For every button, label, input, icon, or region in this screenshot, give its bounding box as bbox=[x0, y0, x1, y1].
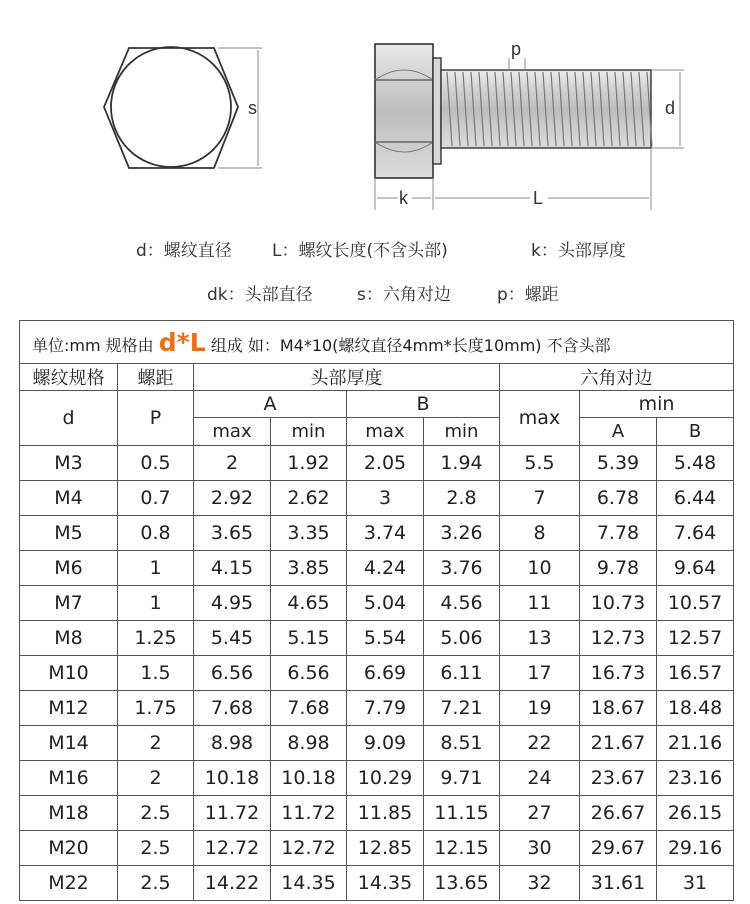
table-cell: M5 bbox=[20, 516, 118, 551]
table-cell: 6.56 bbox=[271, 656, 347, 691]
table-cell: 3.26 bbox=[424, 516, 500, 551]
table-cell: 29.67 bbox=[580, 831, 657, 866]
header-sub: min bbox=[424, 418, 500, 446]
table-cell: 0.5 bbox=[118, 446, 194, 481]
legend-d: d：螺纹直径 bbox=[136, 241, 232, 261]
unit-note-suffix: 组成 如：M4*10(螺纹直径4mm*长度10mm) 不含头部 bbox=[205, 335, 611, 355]
table-cell: 10.57 bbox=[657, 586, 734, 621]
table-cell: M4 bbox=[20, 481, 118, 516]
table-cell: 24 bbox=[500, 761, 580, 796]
table-cell: 12.72 bbox=[194, 831, 271, 866]
unit-note bbox=[20, 321, 734, 364]
bolt-spec-table bbox=[19, 320, 734, 901]
table-cell: 7.68 bbox=[194, 691, 271, 726]
table-row bbox=[20, 866, 734, 901]
table-cell: 1.94 bbox=[424, 446, 500, 481]
table-cell: 2.5 bbox=[118, 866, 194, 901]
table-cell: 12.85 bbox=[347, 831, 424, 866]
table-cell: M12 bbox=[20, 691, 118, 726]
header-grade-B: B bbox=[347, 391, 500, 418]
table-cell: 9.09 bbox=[347, 726, 424, 761]
table-cell: 31 bbox=[657, 866, 734, 901]
table-cell: 18.48 bbox=[657, 691, 734, 726]
table-cell: 11.15 bbox=[424, 796, 500, 831]
table-cell: 14.35 bbox=[347, 866, 424, 901]
table-cell: 3.65 bbox=[194, 516, 271, 551]
table-cell: 5.48 bbox=[657, 446, 734, 481]
header-sub: A bbox=[580, 418, 657, 446]
header-sub: B bbox=[657, 418, 734, 446]
table-cell: 5.06 bbox=[424, 621, 500, 656]
k-label: k bbox=[399, 188, 408, 208]
table-cell: 12.15 bbox=[424, 831, 500, 866]
table-cell: 7 bbox=[500, 481, 580, 516]
legend-row-2 bbox=[0, 276, 750, 306]
legend-dk: dk：头部直径 bbox=[207, 285, 313, 305]
header-spec: 螺纹规格 bbox=[20, 364, 118, 391]
table-cell: 10.18 bbox=[194, 761, 271, 796]
table-cell: 2 bbox=[118, 726, 194, 761]
table-cell: 7.78 bbox=[580, 516, 657, 551]
table-cell: 9.71 bbox=[424, 761, 500, 796]
table-cell: 5.5 bbox=[500, 446, 580, 481]
table-row bbox=[20, 726, 734, 761]
table-cell: 2 bbox=[118, 761, 194, 796]
table-cell: 4.56 bbox=[424, 586, 500, 621]
table-cell: 1.92 bbox=[271, 446, 347, 481]
table-cell: 6.56 bbox=[194, 656, 271, 691]
table-cell: 9.64 bbox=[657, 551, 734, 586]
header-head-thickness: 头部厚度 bbox=[194, 364, 500, 391]
table-cell: 26.15 bbox=[657, 796, 734, 831]
header-grade-A: A bbox=[194, 391, 347, 418]
d-label: d bbox=[665, 98, 676, 118]
table-cell: 23.67 bbox=[580, 761, 657, 796]
header-P: P bbox=[118, 391, 194, 446]
table-cell: 5.04 bbox=[347, 586, 424, 621]
table-cell: 3 bbox=[347, 481, 424, 516]
table-cell: 12.57 bbox=[657, 621, 734, 656]
table-row bbox=[20, 831, 734, 866]
table-row bbox=[20, 516, 734, 551]
table-cell: 2.8 bbox=[424, 481, 500, 516]
bolt-diagram bbox=[0, 0, 750, 230]
table-cell: 12.73 bbox=[580, 621, 657, 656]
hex-head-front-view bbox=[104, 47, 238, 168]
table-cell: M10 bbox=[20, 656, 118, 691]
table-cell: 5.54 bbox=[347, 621, 424, 656]
header-across-flats: 六角对边 bbox=[500, 364, 734, 391]
table-cell: 6.78 bbox=[580, 481, 657, 516]
legend-L: L：螺纹长度(不含头部) bbox=[272, 241, 448, 261]
table-cell: 26.67 bbox=[580, 796, 657, 831]
table-cell: 22 bbox=[500, 726, 580, 761]
table-cell: 3.35 bbox=[271, 516, 347, 551]
table-cell: 1.25 bbox=[118, 621, 194, 656]
table-cell: 2.5 bbox=[118, 796, 194, 831]
table-row bbox=[20, 551, 734, 586]
table-cell: 16.57 bbox=[657, 656, 734, 691]
table-cell: 2 bbox=[194, 446, 271, 481]
table-cell: M8 bbox=[20, 621, 118, 656]
table-cell: 23.16 bbox=[657, 761, 734, 796]
table-cell: 11.72 bbox=[194, 796, 271, 831]
table-cell: 17 bbox=[500, 656, 580, 691]
table-row bbox=[20, 586, 734, 621]
header-s-max: max bbox=[500, 391, 580, 446]
table-cell: 2.62 bbox=[271, 481, 347, 516]
table-cell: 21.67 bbox=[580, 726, 657, 761]
table-cell: 1.5 bbox=[118, 656, 194, 691]
table-cell: 8 bbox=[500, 516, 580, 551]
table-cell: 9.78 bbox=[580, 551, 657, 586]
L-label: L bbox=[533, 188, 544, 208]
table-cell: 11.85 bbox=[347, 796, 424, 831]
table-cell: 10.18 bbox=[271, 761, 347, 796]
table-row bbox=[20, 761, 734, 796]
table-cell: 6.69 bbox=[347, 656, 424, 691]
table-cell: 10.29 bbox=[347, 761, 424, 796]
table-row bbox=[20, 691, 734, 726]
table-cell: M18 bbox=[20, 796, 118, 831]
table-row bbox=[20, 796, 734, 831]
table-cell: 8.98 bbox=[271, 726, 347, 761]
table-cell: 8.98 bbox=[194, 726, 271, 761]
table-cell: 0.7 bbox=[118, 481, 194, 516]
table-cell: 14.22 bbox=[194, 866, 271, 901]
header-pitch: 螺距 bbox=[118, 364, 194, 391]
table-cell: 27 bbox=[500, 796, 580, 831]
table-cell: 4.65 bbox=[271, 586, 347, 621]
spec-format-highlight: d*L bbox=[158, 327, 206, 357]
p-dimension bbox=[509, 58, 525, 70]
table-cell: 21.16 bbox=[657, 726, 734, 761]
table-cell: 12.72 bbox=[271, 831, 347, 866]
table-cell: 10 bbox=[500, 551, 580, 586]
table-row bbox=[20, 446, 734, 481]
table-cell: M3 bbox=[20, 446, 118, 481]
table-cell: 2.5 bbox=[118, 831, 194, 866]
unit-note-prefix: 单位:mm 规格由 bbox=[32, 335, 159, 355]
table-cell: 7.21 bbox=[424, 691, 500, 726]
p-label: p bbox=[511, 39, 522, 59]
table-cell: 3.74 bbox=[347, 516, 424, 551]
table-cell: 3.76 bbox=[424, 551, 500, 586]
header-s-min: min bbox=[580, 391, 734, 418]
table-cell: 4.24 bbox=[347, 551, 424, 586]
s-label: s bbox=[248, 98, 257, 118]
legend-p: p：螺距 bbox=[497, 285, 559, 305]
header-sub: min bbox=[271, 418, 347, 446]
table-cell: 13 bbox=[500, 621, 580, 656]
legend-k: k：头部厚度 bbox=[531, 241, 626, 261]
header-sub: max bbox=[347, 418, 424, 446]
table-cell: 1 bbox=[118, 586, 194, 621]
table-cell: 7.79 bbox=[347, 691, 424, 726]
table-cell: 4.95 bbox=[194, 586, 271, 621]
table-cell: 19 bbox=[500, 691, 580, 726]
table-cell: 1 bbox=[118, 551, 194, 586]
table-cell: 10.73 bbox=[580, 586, 657, 621]
table-cell: 2.92 bbox=[194, 481, 271, 516]
table-cell: 14.35 bbox=[271, 866, 347, 901]
bolt-side-view bbox=[375, 44, 652, 178]
table-row bbox=[20, 656, 734, 691]
table-cell: M6 bbox=[20, 551, 118, 586]
table-cell: 31.61 bbox=[580, 866, 657, 901]
header-sub: max bbox=[194, 418, 271, 446]
table-cell: 2.05 bbox=[347, 446, 424, 481]
table-cell: 5.15 bbox=[271, 621, 347, 656]
table-cell: 6.44 bbox=[657, 481, 734, 516]
table-cell: M22 bbox=[20, 866, 118, 901]
table-cell: 4.15 bbox=[194, 551, 271, 586]
table-cell: M7 bbox=[20, 586, 118, 621]
table-cell: 7.68 bbox=[271, 691, 347, 726]
table-row bbox=[20, 621, 734, 656]
table-cell: 32 bbox=[500, 866, 580, 901]
table-cell: 8.51 bbox=[424, 726, 500, 761]
table-cell: 0.8 bbox=[118, 516, 194, 551]
table-cell: 30 bbox=[500, 831, 580, 866]
table-cell: 3.85 bbox=[271, 551, 347, 586]
legend-row-1 bbox=[0, 232, 750, 262]
table-cell: 7.64 bbox=[657, 516, 734, 551]
table-cell: M14 bbox=[20, 726, 118, 761]
table-cell: 5.45 bbox=[194, 621, 271, 656]
table-cell: M20 bbox=[20, 831, 118, 866]
legend-s: s：六角对边 bbox=[357, 285, 451, 305]
table-cell: 11 bbox=[500, 586, 580, 621]
table-cell: 6.11 bbox=[424, 656, 500, 691]
table-cell: 16.73 bbox=[580, 656, 657, 691]
table-cell: 29.16 bbox=[657, 831, 734, 866]
table-cell: 11.72 bbox=[271, 796, 347, 831]
table-cell: 18.67 bbox=[580, 691, 657, 726]
table-cell: 13.65 bbox=[424, 866, 500, 901]
header-d: d bbox=[20, 391, 118, 446]
table-cell: 1.75 bbox=[118, 691, 194, 726]
table-cell: M16 bbox=[20, 761, 118, 796]
table-cell: 5.39 bbox=[580, 446, 657, 481]
table-row bbox=[20, 481, 734, 516]
